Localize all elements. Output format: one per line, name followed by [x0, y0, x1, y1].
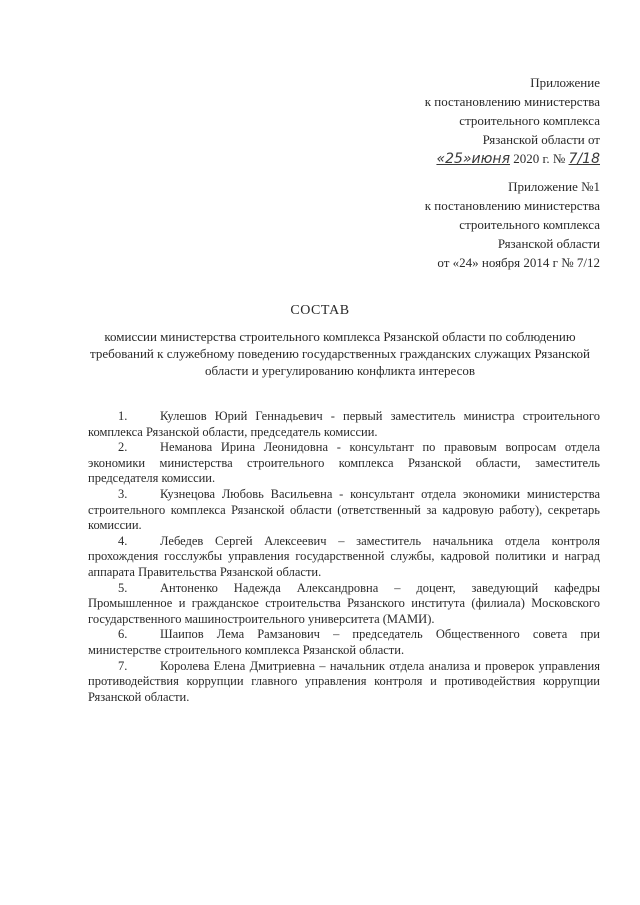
member-text: Кулешов Юрий Геннадьевич - первый заместитель министра строительного комплекса Рязанской области, председатель комиссии. — [88, 409, 600, 439]
handwritten-number: 7/18 — [568, 151, 600, 167]
members-list — [88, 409, 600, 705]
date-year: 2020 г. — [513, 151, 550, 166]
member-number: 1. — [118, 409, 128, 423]
member-number: 4. — [118, 533, 128, 548]
number-label: № — [552, 151, 566, 166]
appendix-label: Приложение — [530, 75, 600, 90]
member-text: Антоненко Надежда Александровна – доцент, заведующий кафедры Промышленное и гражданское строительства Рязанского института (филиала) Московского государственного машиностроительного университета (МАМИ). — [88, 580, 600, 626]
member-text: Королева Елена Дмитриевна – начальник отдела анализа и проверок управления противодействия коррупции главного управления контроля и противодействия коррупции Рязанской области. — [88, 658, 600, 704]
member-item — [88, 534, 600, 581]
member-number: 5. — [118, 580, 128, 595]
appendix-region-line: Рязанской области от — [482, 132, 600, 147]
member-number: 3. — [118, 486, 128, 501]
member-item — [88, 409, 600, 440]
appendix-decree-line: к постановлению министерства — [424, 198, 600, 213]
member-text: Лебедев Сергей Алексеевич – заместитель начальника отдела контроля прохождения госслужбы управления государственной службы, кадровой политики и наград аппарата Правительства Рязанской области. — [88, 533, 600, 579]
appendix-decree-line: к постановлению министерства — [424, 94, 600, 109]
appendix-ministry-line: строительного комплекса — [459, 217, 600, 232]
appendix-region-line: Рязанской области — [497, 236, 600, 251]
handwritten-day: «25» — [436, 151, 472, 167]
appendix-date-line: от «24» ноября 2014 г № 7/12 — [437, 255, 600, 270]
member-number: 6. — [118, 627, 128, 642]
member-number: 7. — [118, 658, 128, 673]
appendix-date-line — [425, 149, 600, 169]
member-item — [88, 659, 600, 706]
member-item — [88, 627, 600, 658]
appendix-label: Приложение №1 — [508, 179, 600, 194]
member-item — [88, 487, 600, 534]
member-text: Кузнецова Любовь Васильевна - консультант отдела экономики министерства строительного комплекса Рязанской области (ответственный за кадровую работу), секретарь комиссии. — [88, 486, 600, 533]
document-subtitle: комиссии министерства строительного комплекса Рязанской области по соблюдению требований к служебному поведению государственных гражданских служащих Рязанской области и урегулированию конфликта интересов — [90, 329, 590, 378]
member-text: Шаипов Лема Рамзанович – председатель Общественного совета при министерстве строительного комплекса Рязанской области. — [88, 627, 600, 657]
appendix-ministry-line: строительного комплекса — [459, 113, 600, 128]
member-text: Неманова Ирина Леонидовна - консультант по правовым вопросам отдела экономики министерства строительного комплекса Рязанской области, заместитель председателя комиссии. — [88, 440, 600, 486]
appendix-header-current — [425, 73, 600, 169]
member-number: 2. — [118, 440, 128, 455]
member-item — [88, 581, 600, 628]
document-title: СОСТАВ — [290, 303, 350, 318]
appendix-header-original — [425, 177, 600, 272]
handwritten-month: июня — [471, 151, 511, 167]
member-item — [88, 440, 600, 487]
